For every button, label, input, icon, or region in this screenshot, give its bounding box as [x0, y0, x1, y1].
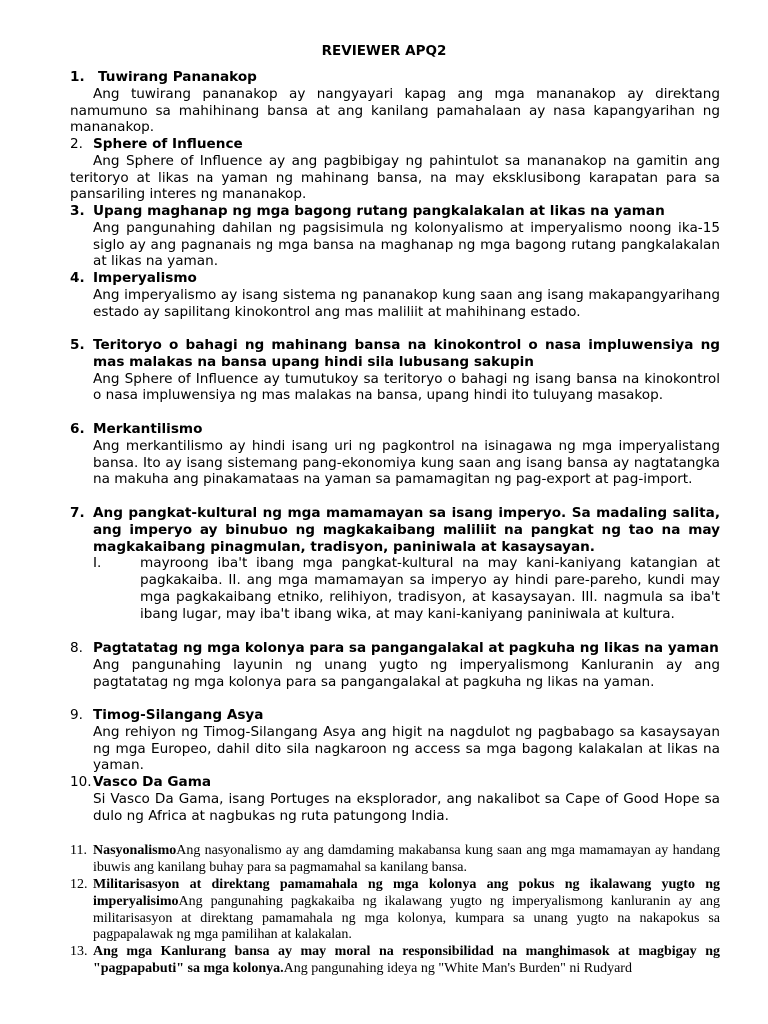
- item-number: 4.: [70, 270, 85, 286]
- item-heading: Tuwirang Pananakop: [98, 69, 257, 85]
- item-heading: Timog-Silangang Asya: [93, 707, 264, 723]
- item-body: Ang Sphere of Influence ay ang pagbibigay ng pahintulot sa mananakop na gamitin ang teritoryo at likas na yaman ng mahinang bansa, na may eksklusibong karapatan para sa pansariling interes ng mananakop.: [70, 152, 720, 203]
- list-item-5: [70, 337, 720, 404]
- list-item-10: [70, 774, 720, 824]
- item-number: 12.: [70, 877, 88, 892]
- item-number: 5.: [70, 337, 85, 353]
- item-number: 8.: [70, 640, 83, 656]
- list-item-3: [70, 203, 720, 270]
- list-item-7: [70, 505, 720, 623]
- item-heading: Sphere of Influence: [93, 136, 243, 152]
- item-body: Ang pangunahing dahilan ng pagsisimula ng kolonyalismo at imperyalismo noong ika-15 siglo ay ang pagnanais ng mga bansa na maghanap ng mga bagong rutang pangkalakalan at likas na yaman.: [93, 219, 720, 270]
- item-number: 3.: [70, 203, 85, 219]
- list-item-8: [70, 640, 720, 690]
- item-body: Si Vasco Da Gama, isang Portuges na eksplorador, ang nakalibot sa Cape of Good Hope sa dulo ng Africa at nagbukas ng ruta patungong India.: [93, 790, 720, 824]
- list-item-4: [70, 270, 720, 320]
- item-heading: Ang pangkat-kultural ng mga mamamayan sa isang imperyo. Sa madaling salita, ang imperyo ay binubuo ng magkakaibang maliliit na pangkat ng tao na may magkakaibang pinagmulan, tradisyon, paniniwala at kasaysayan.: [93, 505, 720, 555]
- item-heading: Upang maghanap ng mga bagong rutang pangkalakalan at likas na yaman: [93, 203, 665, 219]
- item-number: 2.: [70, 136, 83, 152]
- item-bold-term: Ang mga Kanlurang bansa ay may moral na responsibilidad na manghimasok at magbigay ng "pagpapabuti" sa mga kolonya.: [93, 944, 720, 976]
- item-body: Ang nasyonalismo ay ang damdaming makabansa kung saan ang mga mamamayan ay handang ibuwis ang kanilang buhay para sa pagmamahal sa kanilang bansa.: [93, 843, 720, 875]
- item-body: Ang imperyalismo ay isang sistema ng pananakop kung saan ang isang makapangyarihang estado ay sapilitang kinokontrol ang mas maliliit at mahihinang estado.: [93, 286, 720, 320]
- item-number: 1.: [70, 69, 85, 85]
- item-heading: Imperyalismo: [93, 270, 197, 286]
- item-text: [93, 944, 720, 978]
- item-bold-term: Militarisasyon at direktang pamamahala ng mga kolonya ang pokus ng ikalawang yugto ng imperyalisimo: [93, 877, 720, 909]
- document-title: REVIEWER APQ2: [321, 43, 447, 59]
- list-item-6: [70, 421, 720, 488]
- item-number: 6.: [70, 421, 85, 437]
- item-number: 11.: [70, 843, 87, 858]
- item-body: Ang Sphere of Influence ay tumutukoy sa teritoryo o bahagi ng isang bansa na kinokontrol o nasa impluwensiya ng mas malakas na bansa, upang hindi ito tuluyang masakop.: [93, 370, 720, 404]
- item-heading: Teritoryo o bahagi ng mahinang bansa na kinokontrol o nasa impluwensiya ng mas malakas na bansa upang hindi sila lubusang sakupin: [93, 337, 720, 370]
- item-number: 10.: [70, 774, 92, 790]
- item-body: Ang pangunahing pagkakaiba ng ikalawang yugto ng imperyalismong kanluranin ay ang militarisasyon at direktang pamamahala ng mga kolonya, kumpara sa unang yugto na nakapokus sa pagpapalawak ng mga pamilihan at kalakalan.: [93, 893, 720, 943]
- item-number: 13.: [70, 944, 88, 959]
- item-bold-term: Nasyonalismo: [93, 843, 177, 858]
- item-heading: Pagtatatag ng mga kolonya para sa pangangalakal at pagkuha ng likas na yaman: [93, 640, 719, 656]
- item-heading: Merkantilismo: [93, 421, 203, 437]
- roman-numeral: I.: [93, 555, 102, 572]
- item-body: Ang pangunahing layunin ng unang yugto ng imperyalismong Kanluranin ay ang pagtatatag ng mga kolonya para sa pangangalakal at pagkuha ng likas na yaman.: [93, 656, 720, 690]
- item-heading: Vasco Da Gama: [93, 774, 212, 790]
- roman-sublist: [93, 555, 720, 622]
- list-item-12: [70, 877, 720, 944]
- item-number: 7.: [70, 505, 85, 521]
- list-item-11: [70, 843, 720, 877]
- roman-subitem-text: mayroong iba't ibang mga pangkat-kultural na may kani-kaniyang katangian at pagkakaiba. II. ang mga mamamayan sa imperyo ay hindi pare-pareho, kundi may mga pagkakaibang etniko, relihiyon, tradisyon, at kasaysayan. III. nagmula sa iba't ibang lugar, may iba't ibang wika, at may kani-kaniyang paniniwala at kultura.: [140, 555, 720, 622]
- item-body: Ang tuwirang pananakop ay nangyayari kapag ang mga mananakop ay direktang namumuno sa mahihinang bansa at ang kanilang pamahalaan ay nasa kapangyarihan ng mananakop.: [70, 85, 720, 136]
- list-item-9: [70, 707, 720, 774]
- item-text: [93, 843, 720, 877]
- list-item-1: [70, 69, 720, 136]
- item-body: Ang pangunahing ideya ng "White Man's Burden" ni Rudyard: [283, 960, 632, 976]
- item-body: Ang merkantilismo ay hindi isang uri ng pagkontrol na isinagawa ng mga imperyalistang bansa. Ito ay isang sistemang pang-ekonomiya kung saan ang isang bansa ay nagtatangka na makuha ang pinakamataas na yaman sa pamamagitan ng pag-export at pag-import.: [93, 437, 720, 488]
- list-item-2: [70, 136, 720, 203]
- list-item-13: [70, 944, 720, 978]
- item-body: Ang rehiyon ng Timog-Silangang Asya ang higit na nagdulot ng pagbabago sa kasaysayan ng mga Europeo, dahil dito sila nagkaroon ng access sa mga bagong kalakalan at likas na yaman.: [93, 723, 720, 774]
- item-number: 9.: [70, 707, 83, 723]
- item-text: [93, 877, 720, 944]
